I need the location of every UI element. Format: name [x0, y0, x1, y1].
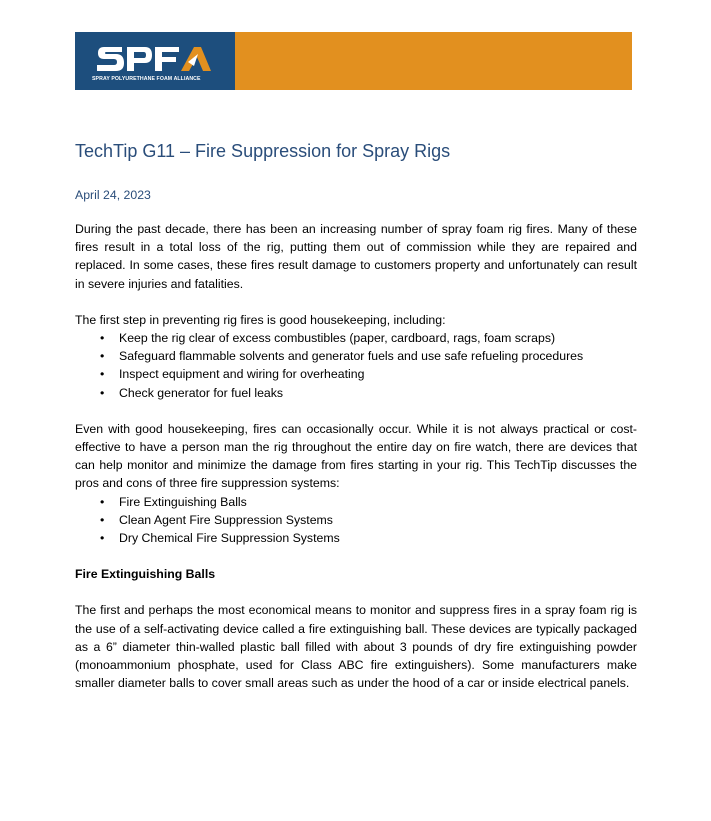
list-item-text: Safeguard flammable solvents and generator fuels and use safe refueling procedures	[119, 349, 584, 364]
list-item-text: Fire Extinguishing Balls	[119, 494, 247, 509]
list-item-text: Inspect equipment and wiring for overheating	[119, 367, 365, 382]
extinguishing-balls-paragraph: The first and perhaps the most economical means to monitor and suppress fires in a spray foam rig is the use of a self-activating device called a fire extinguishing ball. These devices are typically packaged as a 6” diameter thin-walled plastic ball filled with about 3 pounds of dry fire extinguishing powder (monoammonium phosphate, used for Class ABC fire extinguishers). Some manufacturers make smaller diameter balls to cover small areas such as under the hood of a car or inside electrical panels.	[75, 603, 637, 691]
bullet-icon: •	[100, 512, 105, 527]
list-item	[75, 365, 637, 383]
bullet-icon: •	[100, 385, 105, 400]
bullet-icon: •	[100, 331, 105, 346]
list-item	[75, 493, 637, 511]
bullet-icon: •	[100, 349, 105, 364]
fire-risk-paragraph: Even with good housekeeping, fires can occasionally occur. While it is not always practical or cost-effective to have a person man the rig throughout the entire day on fire watch, there are devices that can help monitor and minimize the damage from fires starting in your rig. This TechTip discusses the pros and cons of three fire suppression systems:	[75, 421, 637, 491]
systems-list	[75, 493, 637, 548]
list-item-text: Check generator for fuel leaks	[119, 385, 284, 400]
section-heading: Fire Extinguishing Balls	[75, 567, 216, 582]
spfa-logo	[75, 32, 235, 90]
list-item	[75, 511, 637, 529]
list-item-text: Keep the rig clear of excess combustibles (paper, cardboard, rags, foam scraps)	[119, 331, 556, 346]
bullet-icon: •	[100, 494, 105, 509]
document-title: TechTip G11 – Fire Suppression for Spray Rigs	[75, 141, 451, 161]
bullet-icon: •	[100, 531, 105, 546]
spfa-logo-mark-icon	[95, 42, 213, 76]
list-item-text: Dry Chemical Fire Suppression Systems	[119, 531, 340, 546]
document-body	[75, 220, 637, 692]
list-item	[75, 529, 637, 547]
header-banner	[75, 32, 632, 90]
bullet-icon: •	[100, 367, 105, 382]
list-item	[75, 329, 637, 347]
document-date: April 24, 2023	[75, 188, 151, 202]
list-item-text: Clean Agent Fire Suppression Systems	[119, 512, 333, 527]
intro-paragraph: During the past decade, there has been an increasing number of spray foam rig fires. Many of these fires result in a total loss of the rig, putting them out of commission while they are repaired and replaced. In some cases, these fires result damage to customers property and unfortunately can result in severe injuries and fatalities.	[75, 222, 637, 291]
header-orange-band	[235, 32, 632, 90]
logo-tagline: SPRAY POLYURETHANE FOAM ALLIANCE	[92, 76, 201, 82]
housekeeping-list	[75, 329, 637, 402]
list-item	[75, 347, 637, 365]
list-item	[75, 384, 637, 402]
housekeeping-paragraph: The first step in preventing rig fires is good housekeeping, including:	[75, 312, 446, 327]
